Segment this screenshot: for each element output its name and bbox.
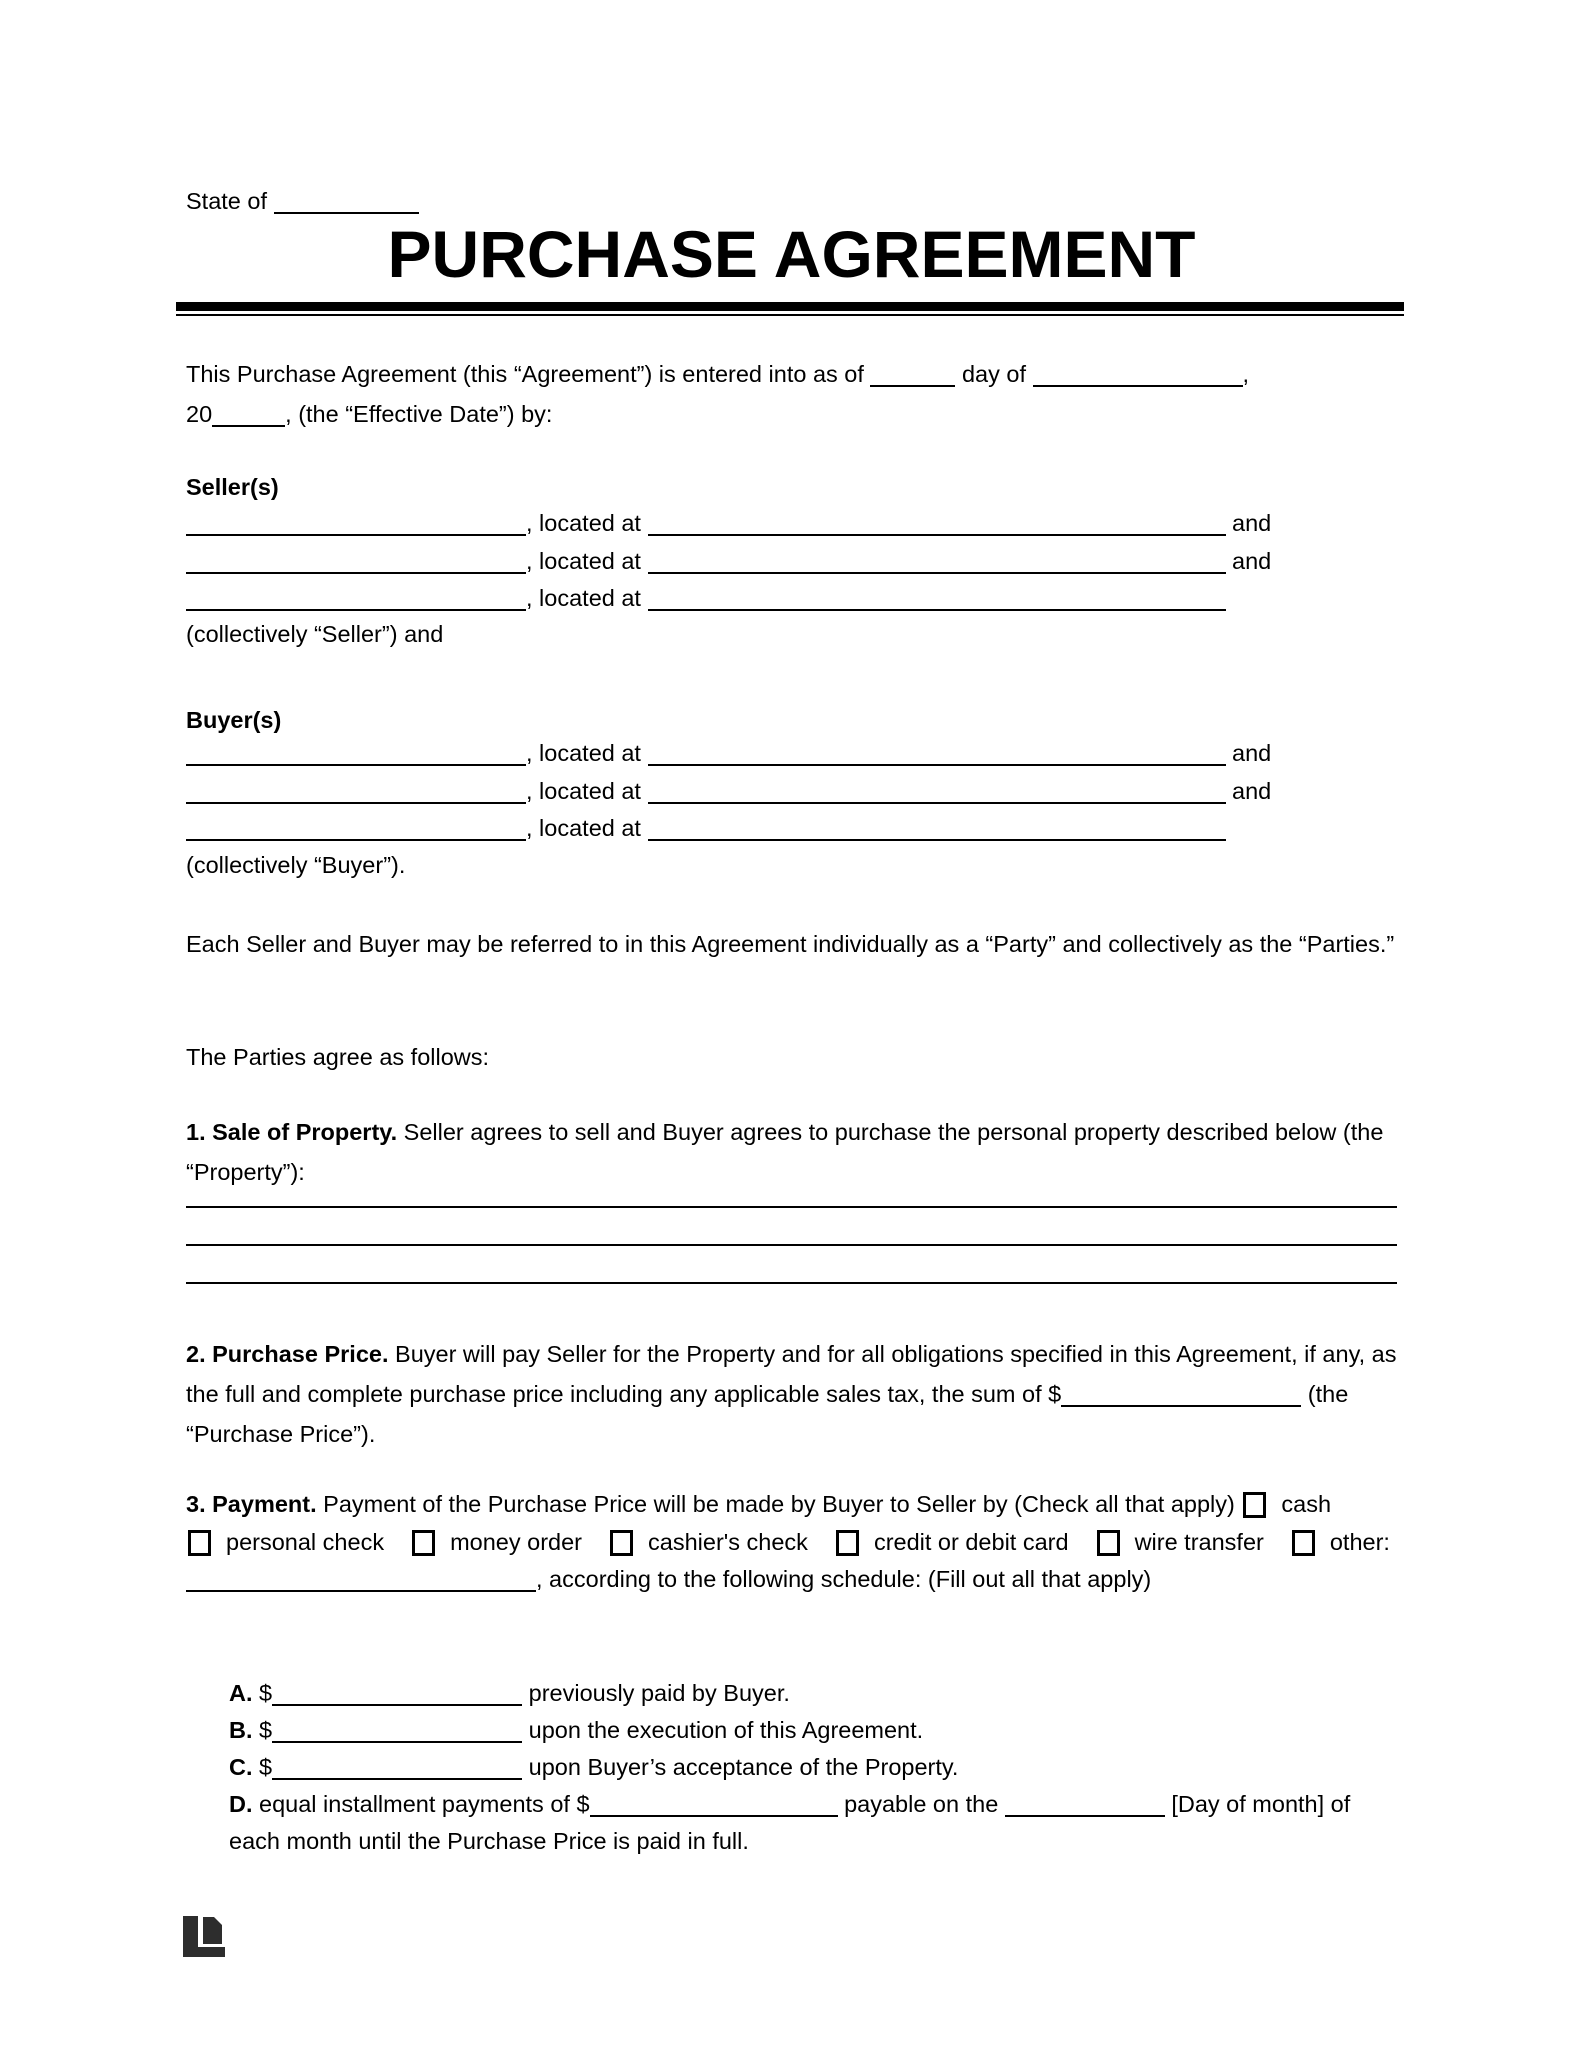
seller-address-blank[interactable] (648, 554, 1226, 574)
schedule-letter: C. (229, 1754, 253, 1780)
amount-group (259, 1754, 522, 1780)
checkbox-other[interactable] (1292, 1530, 1315, 1556)
section3-body: Payment of the Purchase Price will be made by Buyer to Seller by (Check all that apply) (316, 1491, 1242, 1517)
payment-method-label: credit or debit card (873, 1528, 1069, 1555)
buyer-name-blank[interactable] (186, 784, 526, 804)
other-method-blank[interactable] (186, 1572, 536, 1592)
buyer-heading: Buyer(s) (186, 707, 282, 733)
intro-paragraph (186, 354, 1397, 434)
day-of-month-blank[interactable] (1005, 1797, 1165, 1817)
currency-symbol: $ (259, 1680, 273, 1706)
buyer-name-blank[interactable] (186, 746, 526, 766)
buyer-address-blank[interactable] (648, 821, 1226, 841)
section2-body: Buyer will pay Seller for the Property and for all obligations specified in this Agreement, if any, as the full and complete purchase price including any applicable sales tax, the sum of (186, 1341, 1397, 1407)
checkbox-personal-check[interactable] (188, 1530, 211, 1556)
intro-text-2: day of (955, 361, 1033, 387)
intro-text-1: This Purchase Agreement (this “Agreement”) is entered into as of (186, 361, 871, 387)
payment-method-label: cashier's check (648, 1528, 808, 1555)
intro-text-3: , (1242, 361, 1250, 387)
intro-text-5: , (the “Effective Date”) by: (285, 401, 553, 427)
state-of-label: State of (186, 188, 267, 214)
property-description-line[interactable] (186, 1246, 1397, 1284)
seller-party-row (186, 580, 1397, 618)
schedule-item-c (229, 1749, 1397, 1786)
schedule-letter: A. (229, 1680, 253, 1706)
and-label: and (1225, 740, 1272, 766)
logo-icon (183, 1916, 225, 1957)
state-of-line (186, 188, 1397, 215)
seller-rows (186, 505, 1397, 618)
schedule-letter: D. (229, 1791, 253, 1817)
currency-symbol: $ (259, 1754, 273, 1780)
title-rule-thin-line (176, 314, 1404, 316)
section2-suffix: (the “Purchase Price”). (186, 1381, 1349, 1447)
buyer-address-blank[interactable] (648, 784, 1226, 804)
seller-party-row (186, 543, 1397, 581)
checkbox-money-order[interactable] (412, 1530, 435, 1556)
located-at-label: , located at (526, 815, 648, 841)
section3-heading: 3. Payment. (186, 1491, 317, 1517)
buyer-collective-line: (collectively “Buyer”). (186, 852, 406, 878)
payment-method-label: cash (1281, 1491, 1332, 1517)
other-blank-group (186, 1566, 543, 1592)
located-at-label: , located at (526, 740, 648, 766)
schedule-item-d (229, 1786, 1397, 1860)
amount-group (576, 1791, 837, 1817)
buyer-address-blank[interactable] (648, 746, 1226, 766)
section-payment (186, 1486, 1397, 1599)
payment-method-label: wire transfer (1134, 1528, 1264, 1555)
currency-symbol: $ (1048, 1381, 1062, 1407)
other-label: other: (1329, 1528, 1390, 1555)
checkbox-cashier-s-check[interactable] (610, 1530, 633, 1556)
legal-templates-logo (183, 1916, 225, 1957)
located-at-label: , located at (526, 510, 648, 536)
and-label: and (1225, 510, 1272, 536)
amount-group (259, 1717, 522, 1743)
buyer-party-row (186, 735, 1397, 773)
and-label: and (1225, 777, 1272, 804)
seller-heading: Seller(s) (186, 474, 279, 500)
schedule-text: [Day of month] of each month until the Purchase Price is paid in full. (229, 1791, 1351, 1854)
schedule-lead-text: equal installment payments of (259, 1791, 577, 1817)
seller-address-blank[interactable] (648, 591, 1226, 611)
page-title: PURCHASE AGREEMENT (387, 217, 1196, 291)
title-rule-thick-line (176, 302, 1404, 311)
amount-blank[interactable] (272, 1760, 522, 1780)
section-purchase-price (186, 1334, 1397, 1454)
section1-body: Seller agrees to sell and Buyer agrees to purchase the personal property described below (the “Property”): (186, 1119, 1384, 1185)
buyer-party-row (186, 810, 1397, 848)
amount-blank[interactable] (272, 1723, 522, 1743)
amount-blank[interactable] (590, 1797, 838, 1817)
payment-method-label: personal check (226, 1528, 385, 1555)
currency-symbol: $ (259, 1717, 273, 1743)
located-at-label: , located at (526, 777, 648, 804)
after-other-text: according to the following schedule: (Fill out all that apply) (542, 1566, 1152, 1592)
section1-heading: 1. Sale of Property. (186, 1119, 398, 1145)
intro-text-4: 20 (186, 401, 213, 427)
year-blank[interactable] (212, 407, 285, 427)
located-at-label: , located at (526, 585, 648, 611)
checkbox-wire-transfer[interactable] (1097, 1530, 1120, 1556)
buyer-party-row (186, 773, 1397, 811)
property-description-blanks (186, 1170, 1397, 1284)
after-other-comma: , (536, 1566, 543, 1592)
buyer-name-blank[interactable] (186, 821, 526, 841)
property-description-line[interactable] (186, 1208, 1397, 1246)
month-blank[interactable] (1033, 367, 1243, 387)
and-label: and (1225, 547, 1272, 574)
schedule-item-b (229, 1712, 1397, 1749)
day-blank[interactable] (870, 367, 955, 387)
schedule-letter: B. (229, 1717, 253, 1743)
schedule-item-a (229, 1675, 1397, 1712)
title-rule (176, 302, 1404, 316)
parties-paragraph: Each Seller and Buyer may be referred to in this Agreement individually as a “Party” and collectively as the “Parties.” (186, 931, 1395, 957)
property-description-line[interactable] (186, 1170, 1397, 1208)
currency-symbol: $ (576, 1791, 590, 1817)
checkbox-credit-or-debit-card[interactable] (836, 1530, 859, 1556)
schedule-text: upon the execution of this Agreement. (522, 1717, 924, 1743)
schedule-mid-text: payable on the (837, 1791, 1005, 1817)
seller-collective-line: (collectively “Seller”) and (186, 621, 444, 647)
seller-address-blank[interactable] (648, 516, 1226, 536)
agree-paragraph: The Parties agree as follows: (186, 1044, 490, 1070)
schedule-text: previously paid by Buyer. (522, 1680, 790, 1706)
payment-method-label: money order (450, 1528, 583, 1555)
seller-name-blank[interactable] (186, 554, 526, 574)
checkbox-cash[interactable] (1243, 1492, 1266, 1518)
state-blank[interactable] (274, 194, 419, 214)
located-at-label: , located at (526, 547, 648, 574)
section2-heading: 2. Purchase Price. (186, 1341, 389, 1367)
seller-name-blank[interactable] (186, 591, 526, 611)
amount-blank[interactable] (272, 1686, 522, 1706)
buyer-rows (186, 735, 1397, 848)
schedule-text: upon Buyer’s acceptance of the Property. (522, 1754, 959, 1780)
seller-party-row (186, 505, 1397, 543)
seller-name-blank[interactable] (186, 516, 526, 536)
amount-group (259, 1680, 522, 1706)
purchase-price-blank[interactable] (1061, 1387, 1301, 1407)
payment-schedule (186, 1675, 1397, 1860)
